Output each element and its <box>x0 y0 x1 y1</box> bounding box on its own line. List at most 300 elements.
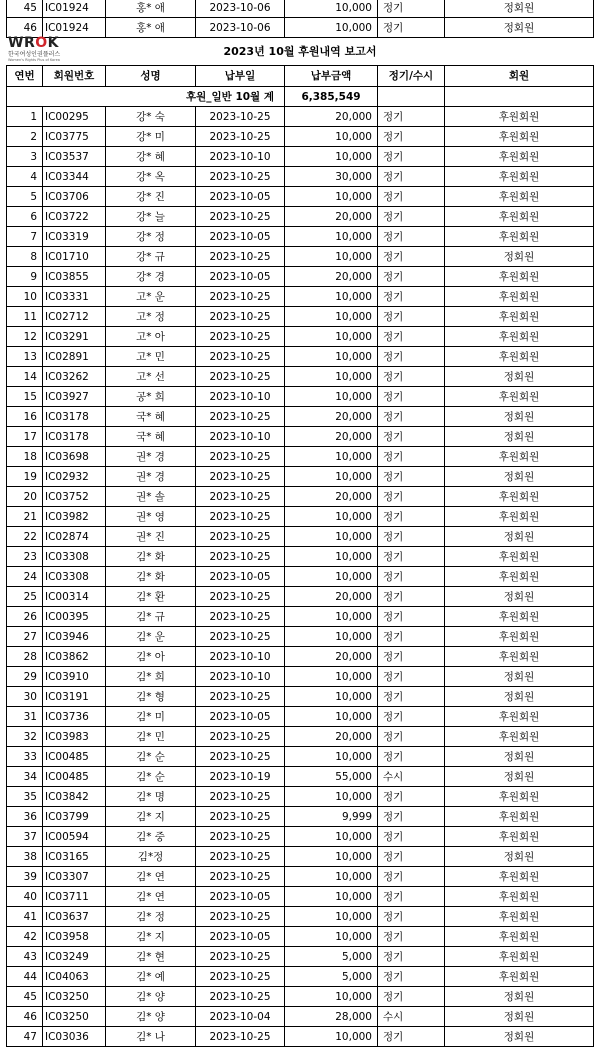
cell-name: 강* 숙 <box>106 107 196 127</box>
cell-member-id: IC03262 <box>43 367 106 387</box>
table-row <box>7 947 594 967</box>
cell-name: 김* 현 <box>106 947 196 967</box>
cell-name: 김*정 <box>106 847 196 867</box>
cell-date: 2023-10-04 <box>196 1007 285 1027</box>
cell-name: 김* 아 <box>106 647 196 667</box>
cell-no: 27 <box>7 627 43 647</box>
cell-date: 2023-10-25 <box>196 627 285 647</box>
summary-label: 후원_일반 10월 계 <box>7 87 285 107</box>
cell-member-class: 정회원 <box>445 467 594 487</box>
cell-member-class: 정회원 <box>445 407 594 427</box>
cell-name: 김* 환 <box>106 587 196 607</box>
cell-member-id: IC03855 <box>43 267 106 287</box>
cell-member-class: 후원회원 <box>445 927 594 947</box>
cell-member-id: IC02932 <box>43 467 106 487</box>
cell-type: 정기 <box>378 467 445 487</box>
cell-member-class: 정회원 <box>445 667 594 687</box>
cell-member-id: IC03711 <box>43 887 106 907</box>
cell-no: 37 <box>7 827 43 847</box>
cell-date: 2023-10-25 <box>196 787 285 807</box>
cell-name: 강* 진 <box>106 187 196 207</box>
table-row <box>7 887 594 907</box>
cell-member-class: 정회원 <box>445 587 594 607</box>
cell-no: 42 <box>7 927 43 947</box>
cell-amount: 10,000 <box>285 287 378 307</box>
cell-member-class: 정회원 <box>445 1007 594 1027</box>
cell-member-id: IC02874 <box>43 527 106 547</box>
cell-no: 26 <box>7 607 43 627</box>
cell-type: 정기 <box>378 547 445 567</box>
cell-type: 정기 <box>378 247 445 267</box>
cell-date: 2023-10-25 <box>196 107 285 127</box>
cell-member-id: IC03178 <box>43 407 106 427</box>
cell-type: 정기 <box>378 0 445 18</box>
cell-no: 20 <box>7 487 43 507</box>
cell-type: 정기 <box>378 227 445 247</box>
cell-amount: 10,000 <box>285 787 378 807</box>
table-row <box>7 587 594 607</box>
table-row <box>7 827 594 847</box>
cell-member-id: IC03331 <box>43 287 106 307</box>
cell-member-id: IC03982 <box>43 507 106 527</box>
cell-member-id: IC03308 <box>43 567 106 587</box>
cell-type: 정기 <box>378 747 445 767</box>
cell-no: 28 <box>7 647 43 667</box>
cell-member-id: IC03319 <box>43 227 106 247</box>
table-row <box>7 727 594 747</box>
cell-member-class: 후원회원 <box>445 807 594 827</box>
table-row <box>7 0 594 18</box>
cell-member-class: 후원회원 <box>445 327 594 347</box>
table-row <box>7 287 594 307</box>
cell-date: 2023-10-25 <box>196 967 285 987</box>
table-row <box>7 1007 594 1027</box>
cell-name: 김* 양 <box>106 987 196 1007</box>
cell-amount: 20,000 <box>285 487 378 507</box>
cell-type: 정기 <box>378 647 445 667</box>
cell-member-class: 후원회원 <box>445 727 594 747</box>
cell-name: 강* 미 <box>106 127 196 147</box>
cell-member-id: IC02891 <box>43 347 106 367</box>
cell-member-id: IC03736 <box>43 707 106 727</box>
logo-english: Women's Rights Plus of Korea <box>8 58 60 62</box>
cell-type: 정기 <box>378 127 445 147</box>
cell-no: 13 <box>7 347 43 367</box>
cell-member-id: IC03946 <box>43 627 106 647</box>
cell-amount: 20,000 <box>285 207 378 227</box>
table-row <box>7 647 594 667</box>
cell-date: 2023-10-05 <box>196 227 285 247</box>
cell-member-id: IC01924 <box>43 18 106 38</box>
cell-date: 2023-10-25 <box>196 167 285 187</box>
cell-no: 15 <box>7 387 43 407</box>
cell-name: 강* 정 <box>106 227 196 247</box>
cell-name: 고* 선 <box>106 367 196 387</box>
cell-name: 국* 혜 <box>106 407 196 427</box>
cell-member-class: 후원회원 <box>445 307 594 327</box>
cell-type: 정기 <box>378 567 445 587</box>
cell-date: 2023-10-05 <box>196 567 285 587</box>
cell-amount: 20,000 <box>285 587 378 607</box>
cell-no: 45 <box>7 987 43 1007</box>
cell-member-class: 정회원 <box>445 367 594 387</box>
cell-amount: 5,000 <box>285 967 378 987</box>
cell-amount: 10,000 <box>285 227 378 247</box>
cell-member-class: 후원회원 <box>445 867 594 887</box>
table-row <box>7 18 594 38</box>
cell-member-class: 후원회원 <box>445 287 594 307</box>
cell-no: 44 <box>7 967 43 987</box>
cell-no: 30 <box>7 687 43 707</box>
cell-name: 공* 희 <box>106 387 196 407</box>
cell-type: 정기 <box>378 787 445 807</box>
logo-subtitle: 한국여성인권플러스 <box>8 51 61 58</box>
cell-amount: 30,000 <box>285 167 378 187</box>
table-row <box>7 907 594 927</box>
cell-type: 정기 <box>378 667 445 687</box>
cell-member-class: 후원회원 <box>445 947 594 967</box>
cell-member-class: 정회원 <box>445 847 594 867</box>
col-header-member: 회원 <box>445 66 594 87</box>
cell-name: 김* 지 <box>106 807 196 827</box>
cell-no: 43 <box>7 947 43 967</box>
cell-type: 정기 <box>378 147 445 167</box>
table-row <box>7 747 594 767</box>
cell-type: 수시 <box>378 1007 445 1027</box>
cell-member-class: 후원회원 <box>445 887 594 907</box>
cell-name: 김* 규 <box>106 607 196 627</box>
cell-type: 정기 <box>378 327 445 347</box>
cell-name: 김* 화 <box>106 547 196 567</box>
cell-type: 정기 <box>378 187 445 207</box>
cell-date: 2023-10-25 <box>196 827 285 847</box>
cell-member-id: IC03842 <box>43 787 106 807</box>
cell-date: 2023-10-25 <box>196 727 285 747</box>
cell-member-class: 후원회원 <box>445 147 594 167</box>
cell-date: 2023-10-25 <box>196 447 285 467</box>
cell-type: 정기 <box>378 827 445 847</box>
cell-member-class: 정회원 <box>445 747 594 767</box>
table-row <box>7 347 594 367</box>
cell-amount: 10,000 <box>285 307 378 327</box>
table-row <box>7 687 594 707</box>
cell-type: 정기 <box>378 947 445 967</box>
cell-no: 17 <box>7 427 43 447</box>
cell-name: 홍* 애 <box>106 0 196 18</box>
cell-name: 김* 연 <box>106 867 196 887</box>
previous-page-rows <box>6 0 594 38</box>
cell-member-id: IC00395 <box>43 607 106 627</box>
cell-member-id: IC03165 <box>43 847 106 867</box>
cell-amount: 10,000 <box>285 18 378 38</box>
cell-name: 고* 민 <box>106 347 196 367</box>
cell-type: 정기 <box>378 447 445 467</box>
cell-date: 2023-10-25 <box>196 607 285 627</box>
cell-type: 정기 <box>378 267 445 287</box>
cell-type: 정기 <box>378 427 445 447</box>
cell-name: 권* 솔 <box>106 487 196 507</box>
cell-type: 정기 <box>378 527 445 547</box>
cell-date: 2023-10-06 <box>196 0 285 18</box>
table-row <box>7 667 594 687</box>
cell-type: 정기 <box>378 967 445 987</box>
cell-member-class: 후원회원 <box>445 607 594 627</box>
table-row <box>7 207 594 227</box>
cell-type: 정기 <box>378 907 445 927</box>
cell-name: 김* 형 <box>106 687 196 707</box>
table-row <box>7 227 594 247</box>
table-row <box>7 567 594 587</box>
cell-no: 5 <box>7 187 43 207</box>
cell-date: 2023-10-25 <box>196 527 285 547</box>
cell-member-id: IC03706 <box>43 187 106 207</box>
cell-type: 정기 <box>378 407 445 427</box>
cell-date: 2023-10-10 <box>196 667 285 687</box>
cell-member-id: IC01710 <box>43 247 106 267</box>
cell-amount: 55,000 <box>285 767 378 787</box>
cell-no: 46 <box>7 1007 43 1027</box>
cell-member-class: 후원회원 <box>445 187 594 207</box>
table-row <box>7 147 594 167</box>
cell-type: 정기 <box>378 507 445 527</box>
cell-name: 강* 경 <box>106 267 196 287</box>
cell-member-id: IC03291 <box>43 327 106 347</box>
cell-amount: 10,000 <box>285 827 378 847</box>
cell-type: 정기 <box>378 927 445 947</box>
cell-date: 2023-10-25 <box>196 127 285 147</box>
cell-date: 2023-10-05 <box>196 927 285 947</box>
cell-amount: 10,000 <box>285 147 378 167</box>
summary-row <box>7 87 594 107</box>
cell-member-class: 정회원 <box>445 767 594 787</box>
cell-member-id: IC03191 <box>43 687 106 707</box>
cell-no: 8 <box>7 247 43 267</box>
table-row <box>7 707 594 727</box>
cell-type: 정기 <box>378 987 445 1007</box>
cell-name: 김* 중 <box>106 827 196 847</box>
cell-member-id: IC04063 <box>43 967 106 987</box>
cell-name: 김* 희 <box>106 667 196 687</box>
col-header-id: 회원번호 <box>43 66 106 87</box>
cell-amount: 10,000 <box>285 887 378 907</box>
cell-member-class: 후원회원 <box>445 967 594 987</box>
col-header-date: 납부일 <box>196 66 285 87</box>
table-row <box>7 387 594 407</box>
table-row <box>7 427 594 447</box>
cell-date: 2023-10-10 <box>196 647 285 667</box>
cell-member-class: 후원회원 <box>445 207 594 227</box>
cell-amount: 10,000 <box>285 927 378 947</box>
cell-no: 40 <box>7 887 43 907</box>
cell-member-id: IC00314 <box>43 587 106 607</box>
cell-date: 2023-10-05 <box>196 187 285 207</box>
cell-date: 2023-10-05 <box>196 707 285 727</box>
cell-amount: 10,000 <box>285 707 378 727</box>
cell-date: 2023-10-05 <box>196 267 285 287</box>
cell-member-class: 후원회원 <box>445 107 594 127</box>
cell-member-id: IC03036 <box>43 1027 106 1047</box>
table-header-row <box>7 66 594 87</box>
page-title: 2023년 10월 후원내역 보고서 <box>223 45 377 58</box>
cell-type: 정기 <box>378 347 445 367</box>
cell-member-id: IC03698 <box>43 447 106 467</box>
cell-amount: 10,000 <box>285 247 378 267</box>
cell-amount: 10,000 <box>285 0 378 18</box>
cell-date: 2023-10-06 <box>196 18 285 38</box>
table-row <box>7 847 594 867</box>
cell-date: 2023-10-25 <box>196 547 285 567</box>
cell-date: 2023-10-25 <box>196 347 285 367</box>
cell-amount: 28,000 <box>285 1007 378 1027</box>
cell-name: 김* 운 <box>106 627 196 647</box>
cell-member-class: 후원회원 <box>445 347 594 367</box>
donation-table <box>6 65 594 1047</box>
cell-no: 9 <box>7 267 43 287</box>
cell-member-id: IC01924 <box>43 0 106 18</box>
cell-member-id: IC03537 <box>43 147 106 167</box>
cell-name: 강* 옥 <box>106 167 196 187</box>
cell-amount: 10,000 <box>285 387 378 407</box>
cell-type: 수시 <box>378 767 445 787</box>
cell-name: 김* 연 <box>106 887 196 907</box>
col-header-type: 정기/수시 <box>378 66 445 87</box>
cell-member-class: 후원회원 <box>445 267 594 287</box>
table-row <box>7 467 594 487</box>
cell-type: 정기 <box>378 307 445 327</box>
cell-member-class: 후원회원 <box>445 127 594 147</box>
cell-amount: 10,000 <box>285 127 378 147</box>
cell-date: 2023-10-25 <box>196 907 285 927</box>
cell-date: 2023-10-25 <box>196 327 285 347</box>
cell-no: 39 <box>7 867 43 887</box>
cell-member-class: 후원회원 <box>445 567 594 587</box>
cell-date: 2023-10-19 <box>196 767 285 787</box>
cell-name: 홍* 애 <box>106 18 196 38</box>
cell-member-id: IC03910 <box>43 667 106 687</box>
cell-no: 35 <box>7 787 43 807</box>
col-header-no: 연번 <box>7 66 43 87</box>
cell-name: 김* 양 <box>106 1007 196 1027</box>
cell-amount: 20,000 <box>285 407 378 427</box>
cell-amount: 10,000 <box>285 627 378 647</box>
cell-member-class: 정회원 <box>445 1027 594 1047</box>
cell-type: 정기 <box>378 887 445 907</box>
cell-member-id: IC00594 <box>43 827 106 847</box>
cell-no: 33 <box>7 747 43 767</box>
cell-no: 18 <box>7 447 43 467</box>
cell-type: 정기 <box>378 607 445 627</box>
cell-date: 2023-10-25 <box>196 367 285 387</box>
cell-date: 2023-10-25 <box>196 987 285 1007</box>
table-row <box>7 107 594 127</box>
cell-amount: 10,000 <box>285 347 378 367</box>
cell-amount: 10,000 <box>285 527 378 547</box>
table-row <box>7 127 594 147</box>
cell-date: 2023-10-25 <box>196 207 285 227</box>
cell-amount: 10,000 <box>285 987 378 1007</box>
cell-date: 2023-10-25 <box>196 807 285 827</box>
cell-member-class: 정회원 <box>445 247 594 267</box>
table-row <box>7 767 594 787</box>
cell-amount: 10,000 <box>285 847 378 867</box>
summary-total: 6,385,549 <box>285 87 378 107</box>
cell-member-class: 후원회원 <box>445 387 594 407</box>
cell-member-class: 후원회원 <box>445 507 594 527</box>
cell-type: 정기 <box>378 707 445 727</box>
cell-member-class: 정회원 <box>445 18 594 38</box>
table-row <box>7 927 594 947</box>
cell-member-id: IC03799 <box>43 807 106 827</box>
cell-amount: 10,000 <box>285 747 378 767</box>
cell-amount: 10,000 <box>285 607 378 627</box>
table-row <box>7 327 594 347</box>
table-row <box>7 187 594 207</box>
cell-no: 21 <box>7 507 43 527</box>
cell-name: 고* 정 <box>106 307 196 327</box>
cell-member-class: 정회원 <box>445 527 594 547</box>
table-row <box>7 487 594 507</box>
table-row <box>7 367 594 387</box>
cell-type: 정기 <box>378 727 445 747</box>
table-row <box>7 407 594 427</box>
cell-no: 38 <box>7 847 43 867</box>
cell-member-class: 후원회원 <box>445 647 594 667</box>
cell-type: 정기 <box>378 18 445 38</box>
cell-amount: 10,000 <box>285 327 378 347</box>
table-row <box>7 787 594 807</box>
cell-member-id: IC00295 <box>43 107 106 127</box>
cell-member-id: IC03307 <box>43 867 106 887</box>
table-row <box>7 627 594 647</box>
cell-name: 김* 순 <box>106 747 196 767</box>
cell-member-id: IC03250 <box>43 987 106 1007</box>
cell-member-class: 후원회원 <box>445 907 594 927</box>
organization-logo: WROK 한국여성인권플러스 Women's Rights Plus of Korea <box>8 35 61 62</box>
table-row <box>7 527 594 547</box>
cell-no: 34 <box>7 767 43 787</box>
cell-member-class: 후원회원 <box>445 227 594 247</box>
cell-member-id: IC03752 <box>43 487 106 507</box>
cell-name: 강* 혜 <box>106 147 196 167</box>
cell-member-id: IC03250 <box>43 1007 106 1027</box>
col-header-name: 성명 <box>106 66 196 87</box>
cell-member-id: IC03983 <box>43 727 106 747</box>
cell-member-class: 후원회원 <box>445 627 594 647</box>
cell-member-id: IC03344 <box>43 167 106 187</box>
cell-no: 4 <box>7 167 43 187</box>
cell-no: 32 <box>7 727 43 747</box>
cell-amount: 20,000 <box>285 427 378 447</box>
cell-type: 정기 <box>378 867 445 887</box>
cell-amount: 10,000 <box>285 447 378 467</box>
cell-no: 6 <box>7 207 43 227</box>
cell-date: 2023-10-25 <box>196 1027 285 1047</box>
cell-amount: 10,000 <box>285 467 378 487</box>
cell-no: 7 <box>7 227 43 247</box>
cell-name: 강* 규 <box>106 247 196 267</box>
cell-name: 국* 혜 <box>106 427 196 447</box>
cell-amount: 20,000 <box>285 267 378 287</box>
cell-member-class: 후원회원 <box>445 787 594 807</box>
cell-name: 김* 민 <box>106 727 196 747</box>
cell-type: 정기 <box>378 627 445 647</box>
cell-type: 정기 <box>378 1027 445 1047</box>
cell-amount: 10,000 <box>285 187 378 207</box>
cell-name: 김* 미 <box>106 707 196 727</box>
cell-member-class: 후원회원 <box>445 827 594 847</box>
cell-name: 강* 늘 <box>106 207 196 227</box>
cell-date: 2023-10-25 <box>196 307 285 327</box>
